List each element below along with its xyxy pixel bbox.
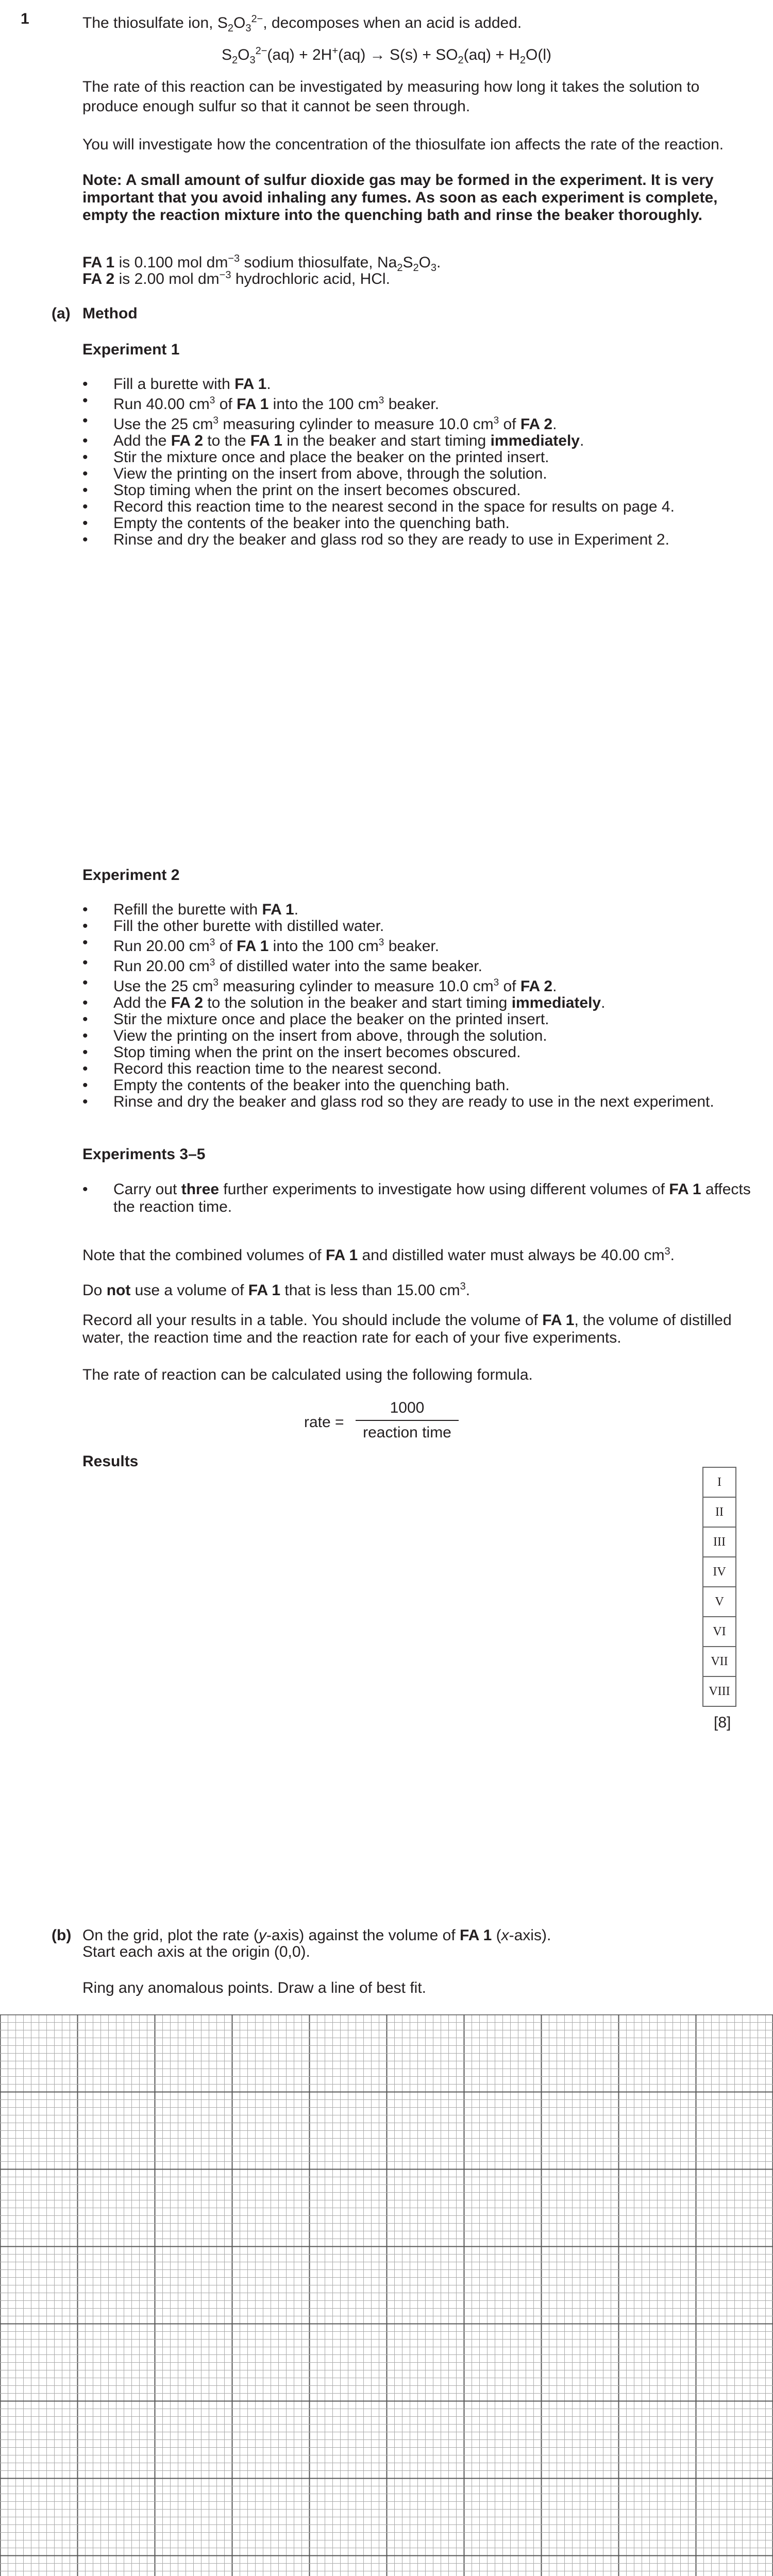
list-item: • View the printing on the insert from above, through the solution.: [82, 465, 547, 482]
list-item: • Refill the burette with FA 1.: [82, 901, 299, 918]
list-item: • Run 40.00 $cm^3$ of FA 1 into the 100 $cm^3$ beaker.: [82, 392, 440, 413]
mark-row: VI: [703, 1617, 736, 1647]
method-heading: Method: [82, 305, 138, 322]
experiments-3-5-steps: [82, 1181, 752, 1216]
list-item: • Stir the mixture once and place the beaker on the printed insert.: [82, 449, 549, 466]
fa1-definition: FA 1 is 0.100 mol $dm^{-3}$ sodium thiosulfate, $Na_2S_2O_3$.: [82, 253, 441, 274]
record-results-note: Record all your results in a table. You should include the volume of FA 1, the volume of distilled water, the reaction time and the reaction rate for each of your five experiments.: [82, 1312, 732, 1346]
results-heading: Results: [82, 1453, 139, 1470]
list-item: • Stir the mixture once and place the beaker on the printed insert.: [82, 1011, 549, 1028]
list-item: • Run 20.00 $cm^3$ of FA 1 into the 100 $cm^3$ beaker.: [82, 934, 440, 955]
list-item: • Use the 25 $cm^3$ measuring cylinder to measure 10.0 $cm^3$ of FA 2.: [82, 412, 557, 433]
list-item: • Empty the contents of the beaker into the quenching bath.: [82, 515, 510, 532]
list-item: • Empty the contents of the beaker into the quenching bath.: [82, 1077, 510, 1094]
part-b-line-3: Ring any anomalous points. Draw a line of best fit.: [82, 1979, 427, 1996]
rate-numerator: 1000: [390, 1399, 425, 1416]
rate-formula-note: The rate of reaction can be calculated using the following formula.: [82, 1366, 533, 1383]
intro-para-1: The rate of this reaction can be investigated by measuring how long it takes the solution to produce enough sulfur so that it cannot be seen through.: [82, 78, 700, 115]
question-number: 1: [21, 10, 29, 27]
mark-row: IV: [703, 1557, 736, 1587]
list-item: • Use the 25 $cm^3$ measuring cylinder to measure 10.0 $cm^3$ of FA 2.: [82, 974, 557, 995]
mark-row: II: [703, 1497, 736, 1527]
part-a-mark-table: [702, 1467, 736, 1707]
list-item: • Add the FA 2 to the FA 1 in the beaker and start timing immediately.: [82, 432, 584, 449]
experiment-1-title: Experiment 1: [82, 341, 180, 358]
list-item: • Record this reaction time to the nearest second.: [82, 1060, 442, 1077]
list-item: • Fill a burette with FA 1.: [82, 376, 271, 393]
list-item: • Record this reaction time to the nearest second in the space for results on page 4.: [82, 498, 675, 515]
list-item: • Fill the other burette with distilled water.: [82, 918, 384, 935]
mark-row: III: [703, 1527, 736, 1557]
part-a-label: (a): [52, 305, 71, 322]
part-b-line-1: On the grid, plot the rate (y-axis) against the volume of FA 1 (x-axis).: [82, 1927, 551, 1944]
mark-row: V: [703, 1587, 736, 1617]
combined-volume-note: Note that the combined volumes of FA 1 and distilled water must always be 40.00 $cm^3$.: [82, 1246, 675, 1264]
thiosulfate-equation: $S_2O_3^{2-}(aq) + 2H^+(aq) \to S(s) + SO_2(aq) + H_2O(l)$: [222, 45, 551, 66]
experiments-3-5-title: Experiments 3–5: [82, 1146, 206, 1163]
mark-row: I: [703, 1467, 736, 1497]
list-item: • Stop timing when the print on the insert becomes obscured.: [82, 482, 521, 499]
mark-row: VII: [703, 1647, 736, 1676]
safety-note: Note: A small amount of sulfur dioxide gas may be formed in the experiment. It is very important that you avoid inhaling any fumes. As soon as each experiment is complete, empty the reaction mixture into the quenching bath and rinse the beaker thoroughly.: [82, 172, 718, 224]
part-a-marks: [8]: [714, 1714, 731, 1731]
part-b-label: (b): [52, 1927, 72, 1944]
minimum-volume-note: Do not use a volume of FA 1 that is less than 15.00 $cm^3$.: [82, 1281, 470, 1299]
graph-grid[interactable]: [0, 2014, 773, 2576]
list-item: • Run 20.00 $cm^3$ of distilled water into the same beaker.: [82, 954, 482, 975]
rate-label: rate =: [304, 1414, 344, 1431]
intro-para-2: You will investigate how the concentration of the thiosulfate ion affects the rate of the reaction.: [82, 136, 724, 153]
part-b-line-2: Start each axis at the origin (0,0).: [82, 1943, 310, 1960]
rate-denominator: reaction time: [363, 1424, 451, 1441]
list-item: • Rinse and dry the beaker and glass rod so they are ready to use in the next experiment.: [82, 1093, 714, 1110]
mark-row: VIII: [703, 1676, 736, 1706]
experiment-2-title: Experiment 2: [82, 867, 180, 884]
rate-formula: [304, 1400, 469, 1447]
fa2-definition: FA 2 is 2.00 mol $dm^{-3}$ hydrochloric acid, HCl.: [82, 269, 390, 287]
intro-line: The thiosulfate ion, $S_2O_3^{2-}$, decomposes when an acid is added.: [82, 13, 522, 34]
list-item: • Add the FA 2 to the solution in the beaker and start timing immediately.: [82, 994, 606, 1011]
list-item: • View the printing on the insert from above, through the solution.: [82, 1027, 547, 1044]
list-item: • Rinse and dry the beaker and glass rod so they are ready to use in Experiment 2.: [82, 531, 669, 548]
experiment-1-steps: [82, 376, 752, 548]
list-item: • Stop timing when the print on the insert becomes obscured.: [82, 1044, 521, 1061]
experiment-2-steps: [82, 902, 752, 1110]
list-item: • Carry out three further experiments to investigate how using different volumes of FA 1 affects the reaction time.: [82, 1181, 751, 1215]
